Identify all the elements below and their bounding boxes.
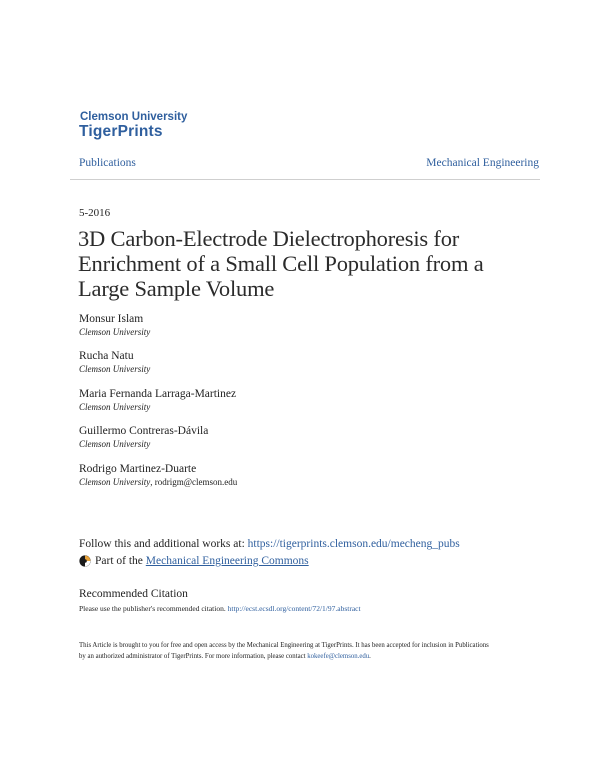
access-statement bbox=[79, 640, 539, 662]
access-statement-period: . bbox=[369, 653, 371, 660]
mechanical-engineering-commons-link[interactable]: Mechanical Engineering Commons bbox=[145, 555, 309, 567]
commons-line bbox=[79, 555, 309, 567]
author-block bbox=[79, 387, 236, 413]
recommended-citation-heading: Recommended Citation bbox=[79, 588, 188, 600]
paper-title bbox=[78, 226, 548, 301]
author-name: Monsur Islam bbox=[79, 313, 144, 325]
university-name: Clemson University bbox=[80, 111, 188, 123]
title-line: 3D Carbon-Electrode Dielectrophoresis for bbox=[78, 226, 460, 251]
author-email: , rodrigm@clemson.edu bbox=[150, 477, 238, 487]
access-statement-line2: by an authorized administrator of TigerPrints. For more information, please contact bbox=[79, 653, 308, 660]
part-of-text: Part of the bbox=[95, 555, 143, 567]
title-line: Enrichment of a Small Cell Population from a bbox=[78, 251, 484, 276]
author-block bbox=[79, 312, 150, 338]
follow-line bbox=[79, 538, 460, 550]
series-url-link[interactable]: https://tigerprints.clemson.edu/mecheng_pubs bbox=[247, 538, 460, 550]
author-block bbox=[79, 462, 237, 488]
header-divider bbox=[70, 179, 540, 180]
author-affiliation: Clemson University bbox=[79, 439, 151, 449]
author-affiliation: Clemson University bbox=[79, 327, 151, 337]
author-name: Rucha Natu bbox=[79, 350, 134, 362]
publication-date: 5-2016 bbox=[79, 207, 111, 219]
citation-text: Please use the publisher's recommended citation. bbox=[79, 604, 228, 613]
author-affiliation: Clemson University, rodrigm@clemson.edu bbox=[79, 477, 238, 487]
title-line: Large Sample Volume bbox=[78, 276, 275, 301]
repository-logo-text[interactable]: TigerPrints bbox=[79, 123, 163, 140]
author-block bbox=[79, 349, 150, 375]
nav-publications-link[interactable]: Publications bbox=[79, 157, 136, 169]
recommended-citation-text bbox=[79, 604, 361, 613]
author-affiliation: Clemson University bbox=[79, 364, 151, 374]
access-statement-line1: This Article is brought to you for free and open access by the Mechanical Engineering at TigerPrints. It has been accepted for inclusion in Publications bbox=[79, 642, 489, 649]
contact-email-link[interactable]: kokeefe@clemson.edu bbox=[307, 653, 370, 660]
author-name: Rodrigo Martinez-Duarte bbox=[79, 463, 197, 475]
author-name: Guillermo Contreras-Dávila bbox=[79, 425, 209, 437]
nav-mechanical-engineering-link[interactable]: Mechanical Engineering bbox=[426, 157, 539, 169]
follow-text: Follow this and additional works at: bbox=[79, 538, 248, 550]
author-affiliation: Clemson University bbox=[79, 402, 151, 412]
citation-url-link[interactable]: http://ecst.ecsdl.org/content/72/1/97.abstract bbox=[227, 604, 361, 613]
network-commons-icon bbox=[79, 555, 91, 567]
author-name: Maria Fernanda Larraga-Martinez bbox=[79, 388, 237, 400]
author-block bbox=[79, 424, 208, 450]
